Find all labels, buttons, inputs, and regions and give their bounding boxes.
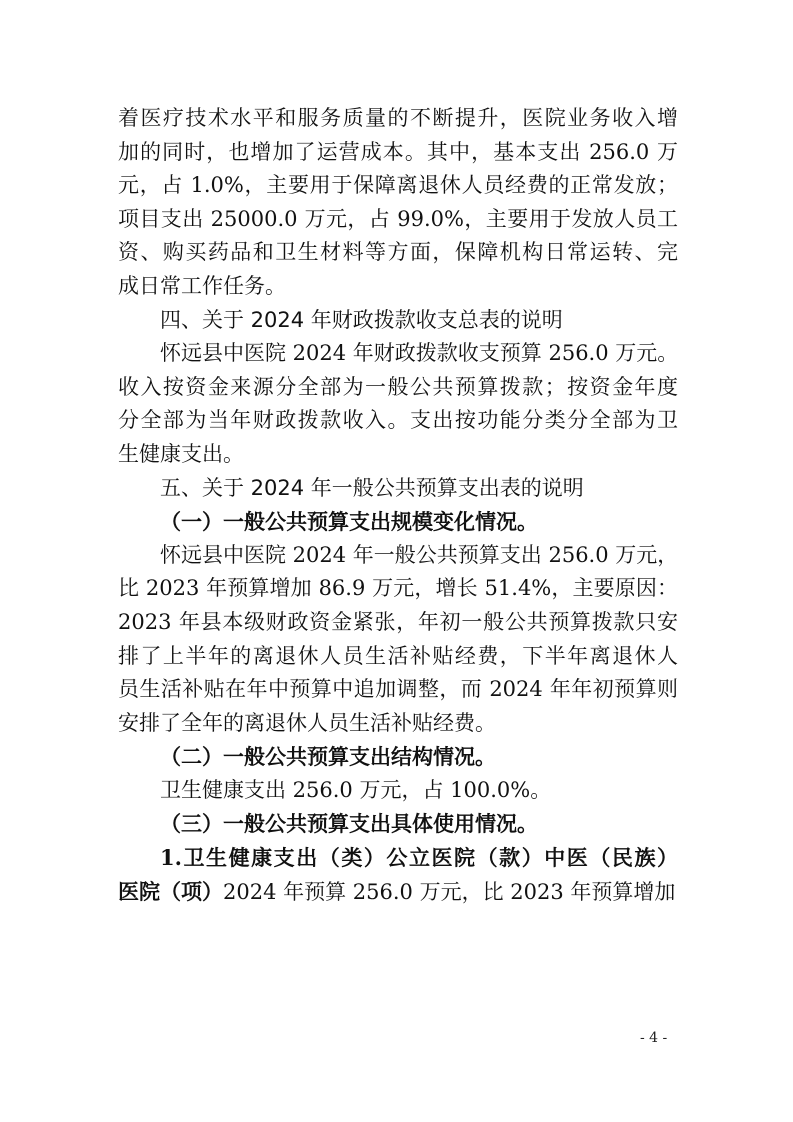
document-body [118,102,678,908]
text-line: 怀远县中医院 2024 年一般公共预算支出 256.0 万元， [160,542,678,567]
text-line: 收入按资金来源分全部为一般公共预算拨款；按资金年度 [118,374,678,399]
text-line: 生健康支出。 [118,441,244,466]
item-heading-1: 1.卫生健康支出（类）公立医院（款）中医（民族） [160,845,678,871]
text-line: 怀远县中医院 2024 年财政拨款收支预算 256.0 万元。 [160,341,678,366]
subsection-heading-1: （一）一般公共预算支出规模变化情况。 [160,509,538,535]
text-line: 员生活补贴在年中预算中追加调整，而 2024 年年初预算则 [118,677,678,702]
text-line [118,875,678,909]
section-heading-5: 五、关于 2024 年一般公共预算支出表的说明 [160,475,584,500]
text-line: 着医疗技术水平和服务质量的不断提升，医院业务收入增 [118,106,678,130]
text-line: 成日常工作任务。 [118,273,286,298]
text-line: 排了上半年的离退休人员生活补贴经费，下半年离退休人 [118,643,678,668]
item-heading-1-continuation: 医院（项） [118,878,223,904]
item-text: 2024 年预算 256.0 万元，比 2023 年预算增加 [223,879,676,904]
text-line: 分全部为当年财政拨款收入。支出按功能分类分全部为卫 [118,408,678,433]
subsection-heading-3: （三）一般公共预算支出具体使用情况。 [160,811,538,837]
text-line: 安排了全年的离退休人员生活补贴经费。 [118,710,496,735]
text-line: 元，占 1.0%，主要用于保障离退休人员经费的正常发放； [118,173,678,198]
text-line: 2023 年县本级财政资金紧张，年初一般公共预算拨款只安 [118,609,678,634]
page-number: - 4 - [640,1030,668,1046]
text-line: 卫生健康支出 256.0 万元，占 100.0%。 [160,777,552,802]
text-line: 比 2023 年预算增加 86.9 万元，增长 51.4%，主要原因： [118,576,678,601]
section-heading-4: 四、关于 2024 年财政拨款收支总表的说明 [160,307,563,332]
text-line: 加的同时，也增加了运营成本。其中，基本支出 256.0 万 [118,139,678,164]
text-line: 资、购买药品和卫生材料等方面，保障机构日常运转、完 [118,240,678,265]
text-line: 项目支出 25000.0 万元，占 99.0%，主要用于发放人员工 [118,206,678,231]
subsection-heading-2: （二）一般公共预算支出结构情况。 [160,744,496,770]
